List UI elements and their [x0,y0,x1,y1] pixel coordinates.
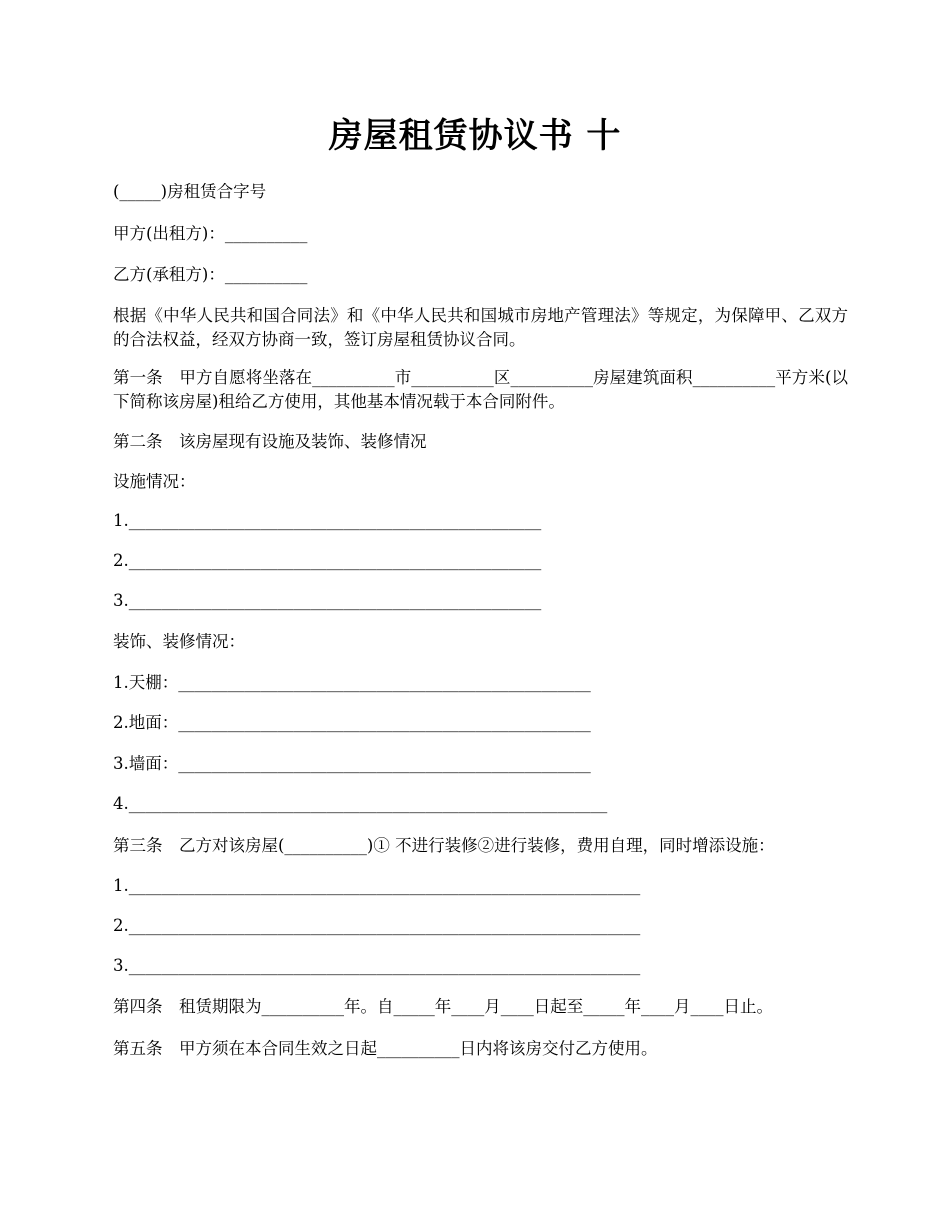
party-a-line: 甲方(出租方)：__________ [113,224,308,243]
facilities-heading: 设施情况： [113,472,196,491]
decoration-heading: 装饰、装修情况： [113,632,245,651]
article-4-line: 第四条 租赁期限为__________年。自_____年____月____日起至_____年____月____日止。 [113,997,773,1016]
article-5-line: 第五条 甲方须在本合同生效之日起__________日内将该房交付乙方使用。 [113,1039,658,1058]
added-facility-line-2: 2.______________________________________________________________ [113,916,641,935]
facility-line-3: 3.__________________________________________________ [113,591,542,610]
added-facility-line-3: 3.______________________________________________________________ [113,956,641,975]
facility-line-1: 1.__________________________________________________ [113,511,542,530]
added-facility-line-1: 1.______________________________________________________________ [113,876,641,895]
preamble-paragraph: 根据《中华人民共和国合同法》和《中华人民共和国城市房地产管理法》等规定，为保障甲、乙双方的合法权益，经双方协商一致，签订房屋租赁协议合同。 [113,306,848,349]
facility-line-2: 2.__________________________________________________ [113,551,542,570]
decoration-floor-line: 2.地面：__________________________________________________ [113,713,591,732]
article-3-line: 第三条 乙方对该房屋(__________)① 不进行装修②进行装修，费用自理，同时增添设施： [113,836,775,855]
decoration-line-4: 4.__________________________________________________________ [113,794,608,813]
party-b-line: 乙方(承租方)：__________ [113,265,308,284]
decoration-wall-line: 3.墙面：__________________________________________________ [113,754,591,773]
contract-number-line: (_____)房租赁合字号 [113,182,267,201]
document-title: 房屋租赁协议书 十 [328,116,622,156]
article-2-heading: 第二条 该房屋现有设施及装饰、装修情况 [113,432,427,451]
article-1-paragraph: 第一条 甲方自愿将坐落在__________市__________区__________房屋建筑面积__________平方米(以下简称该房屋)租给乙方使用，其他基本情况载于本合同附件。 [113,368,848,411]
decoration-ceiling-line: 1.天棚：__________________________________________________ [113,673,591,692]
